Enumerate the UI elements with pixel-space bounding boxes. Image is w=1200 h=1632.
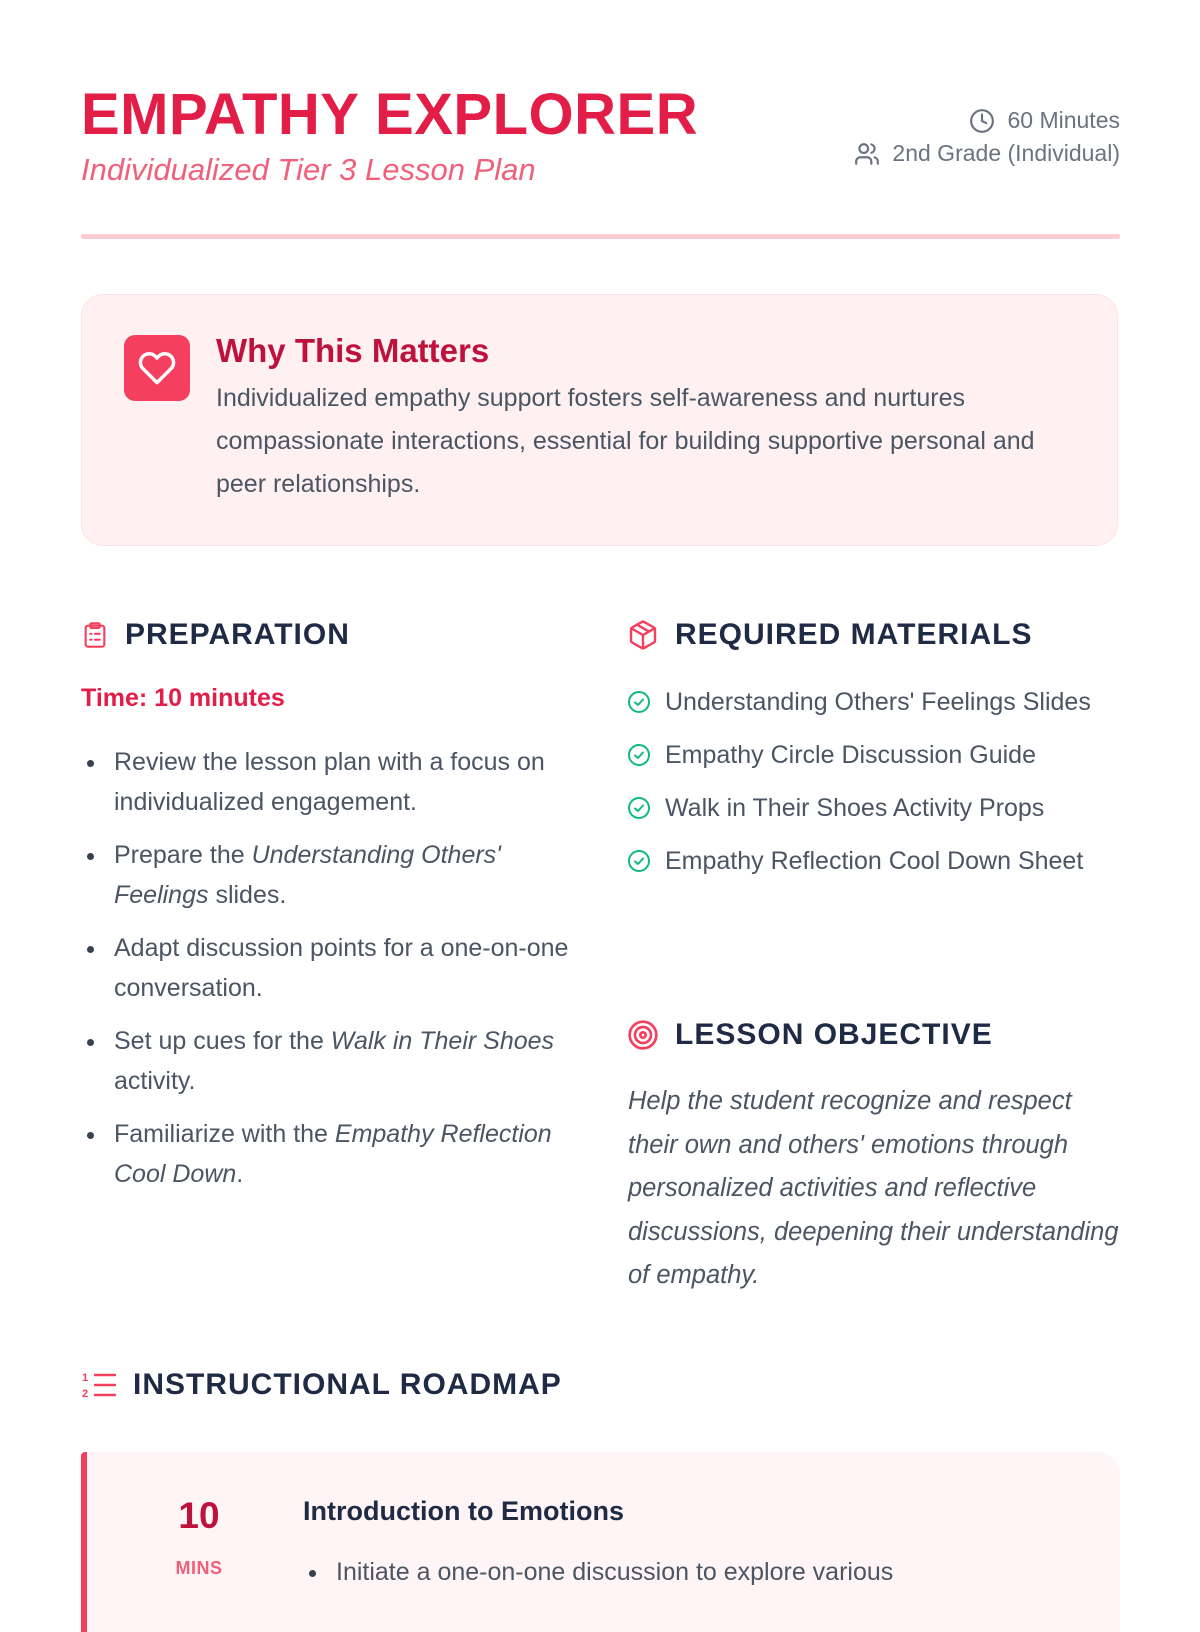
check-circle-icon: [627, 796, 651, 820]
step-title: Introduction to Emotions: [303, 1496, 624, 1526]
list-item: Understanding Others' Feelings Slides: [627, 682, 1107, 722]
step-unit: MINS: [175, 1558, 223, 1578]
preparation-heading: [81, 618, 350, 652]
list-item: Review the lesson plan with a focus on individualized engagement.: [81, 742, 571, 822]
list-item: Prepare the Understanding Others' Feelings slides.: [81, 835, 571, 915]
roadmap-title: INSTRUCTIONAL ROADMAP: [133, 1368, 562, 1401]
duration-row: [854, 104, 1120, 137]
list-item: Set up cues for the Walk in Their Shoes activity.: [81, 1021, 571, 1101]
objective-heading: [627, 1018, 993, 1052]
clipboard-list-icon: [81, 619, 109, 651]
page-subtitle: Individualized Tier 3 Lesson Plan: [81, 152, 536, 187]
objective-title: LESSON OBJECTIVE: [675, 1018, 993, 1051]
why-title: Why This Matters: [216, 332, 490, 369]
list-item: Empathy Reflection Cool Down Sheet: [627, 841, 1107, 881]
lesson-meta: [854, 104, 1120, 170]
users-icon: [854, 141, 880, 167]
preparation-title: PREPARATION: [125, 618, 350, 651]
step-bullets: [303, 1552, 1063, 1592]
page-title: EMPATHY EXPLORER: [81, 82, 699, 147]
why-text: Individualized empathy support fosters self-awareness and nurtures compassionate interactions, essential for building supportive personal and peer relationships.: [216, 384, 1035, 498]
preparation-time: Time: 10 minutes: [81, 684, 285, 712]
target-icon: [627, 1019, 659, 1051]
why-this-matters-card: [81, 294, 1118, 546]
list-item: Walk in Their Shoes Activity Props: [627, 788, 1107, 828]
preparation-list: [81, 742, 571, 1207]
materials-heading: [627, 618, 1032, 652]
numbered-list-icon: [81, 1369, 117, 1401]
clock-icon: [969, 108, 995, 134]
audience-text: 2nd Grade (Individual): [892, 140, 1120, 166]
svg-text:2: 2: [82, 1388, 89, 1400]
materials-list: [627, 682, 1107, 894]
roadmap-step: [81, 1452, 1120, 1632]
list-item: Adapt discussion points for a one-on-one conversation.: [81, 928, 571, 1008]
package-icon: [627, 619, 659, 651]
list-item: Empathy Circle Discussion Guide: [627, 735, 1107, 775]
step-minutes: 10: [178, 1495, 220, 1536]
svg-text:1: 1: [82, 1372, 89, 1384]
roadmap-heading: [81, 1368, 562, 1402]
header-divider: [81, 234, 1120, 239]
check-circle-icon: [627, 849, 651, 873]
list-item: Initiate a one-on-one discussion to explore various: [303, 1552, 1063, 1592]
lesson-plan-page: [81, 0, 1120, 1600]
list-item: Familiarize with the Empathy Reflection Cool Down.: [81, 1114, 571, 1194]
materials-title: REQUIRED MATERIALS: [675, 618, 1033, 651]
objective-text: Help the student recognize and respect their own and others' emotions through personalized activities and reflective discussions, deepening their understanding of empathy.: [628, 1087, 1119, 1289]
duration-text: 60 Minutes: [1007, 107, 1120, 133]
check-circle-icon: [627, 743, 651, 767]
heart-icon: [124, 335, 190, 401]
audience-row: [854, 137, 1120, 170]
check-circle-icon: [627, 690, 651, 714]
